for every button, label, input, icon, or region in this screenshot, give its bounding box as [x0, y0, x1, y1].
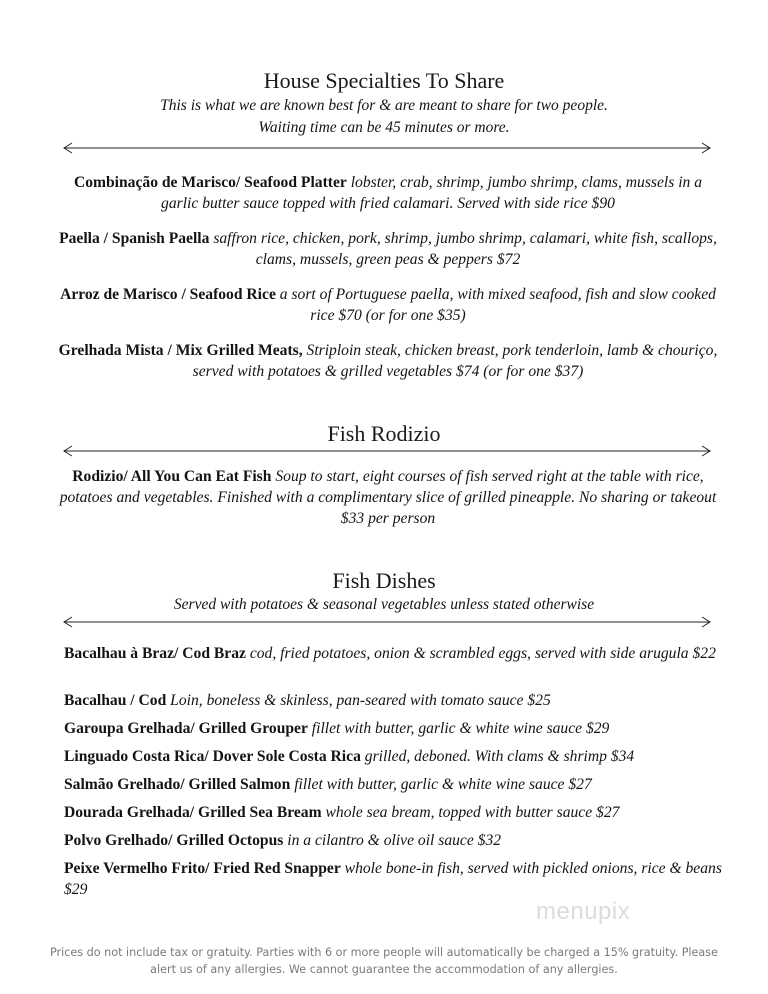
item-desc: lobster, crab, shrimp, jumbo shrimp, clams, mussels in a garlic butter sauce topped with fried calamari. Served with side rice $90 [161, 174, 703, 212]
footer-line1: Prices do not include tax or gratuity. Parties with 6 or more people will automatically be charged a 15% gratuity. Please [49, 946, 718, 959]
specialties-subtitle-line1: This is what we are known best for & are meant to share for two people. [160, 97, 608, 114]
menu-item [64, 858, 724, 900]
section-divider-arrow [62, 445, 712, 457]
item-desc: in a cilantro & olive oil sauce $32 [287, 832, 502, 849]
item-desc: Soup to start, eight courses of fish served right at the table with rice, potatoes and vegetables. Finished with a complimentary slice of grilled pineapple. No sharing or takeout $33 per person [59, 468, 717, 527]
menu-item [58, 228, 718, 270]
item-name: Dourada Grelhada/ Grilled Sea Bream [64, 804, 322, 821]
item-name: Salmão Grelhado/ Grilled Salmon [64, 776, 291, 793]
item-name: Bacalhau / Cod [64, 692, 167, 709]
item-name: Rodizio/ All You Can Eat Fish [72, 468, 272, 485]
section-divider-arrow [62, 142, 712, 154]
menu-item [64, 718, 724, 739]
rodizio-title: Fish Rodizio [327, 421, 441, 446]
item-desc: cod, fried potatoes, onion & scrambled eggs, served with side arugula $22 [249, 645, 716, 662]
item-name: Bacalhau à Braz/ Cod Braz [64, 645, 246, 662]
item-desc: a sort of Portuguese paella, with mixed seafood, fish and slow cooked rice $70 (or for one $35) [279, 286, 716, 324]
menu-item [64, 774, 724, 795]
item-name: Arroz de Marisco / Seafood Rice [60, 286, 276, 303]
menu-item [58, 340, 718, 382]
footer-note [40, 944, 728, 978]
menu-item [58, 172, 718, 214]
menu-item [64, 690, 724, 711]
item-name: Grelhada Mista / Mix Grilled Meats, [58, 342, 303, 359]
fish-dishes-title: Fish Dishes [332, 568, 436, 593]
item-name: Paella / Spanish Paella [59, 230, 210, 247]
fish-dishes-subtitle: Served with potatoes & seasonal vegetables unless stated otherwise [173, 596, 595, 613]
item-desc: saffron rice, chicken, pork, shrimp, jumbo shrimp, calamari, white fish, scallops, clams, mussels, green peas & peppers $72 [213, 230, 717, 268]
menu-item [64, 802, 724, 823]
item-desc: whole sea bream, topped with butter sauce $27 [325, 804, 620, 821]
section-divider-arrow [62, 616, 712, 628]
item-desc: fillet with butter, garlic & white wine sauce $27 [294, 776, 592, 793]
item-name: Combinação de Marisco/ Seafood Platter [73, 174, 347, 191]
item-name: Linguado Costa Rica/ Dover Sole Costa Rica [64, 748, 361, 765]
item-desc: grilled, deboned. With clams & shrimp $34 [364, 748, 635, 765]
item-desc: Loin, boneless & skinless, pan-seared with tomato sauce $25 [170, 692, 551, 709]
item-desc: fillet with butter, garlic & white wine sauce $29 [311, 720, 610, 737]
item-name: Garoupa Grelhada/ Grilled Grouper [64, 720, 308, 737]
item-name: Peixe Vermelho Frito/ Fried Red Snapper [64, 860, 341, 877]
item-name: Polvo Grelhado/ Grilled Octopus [64, 832, 284, 849]
menu-item [64, 643, 724, 664]
menu-item [58, 466, 718, 529]
specialties-subtitle-line2: Waiting time can be 45 minutes or more. [258, 119, 510, 136]
menu-item [64, 830, 724, 851]
menu-item [58, 284, 718, 326]
item-desc: Striploin steak, chicken breast, pork tenderloin, lamb & chouriço, served with potatoes & grilled vegetables $74 (or for one $37) [192, 342, 718, 380]
menu-item [64, 746, 724, 767]
item-desc: whole bone-in fish, served with pickled onions, rice & beans $29 [64, 860, 722, 898]
footer-line2: alert us of any allergies. We cannot guarantee the accommodation of any allergies. [150, 963, 618, 976]
menupix-watermark: menupix [536, 898, 631, 925]
specialties-title: House Specialties To Share [263, 68, 505, 93]
